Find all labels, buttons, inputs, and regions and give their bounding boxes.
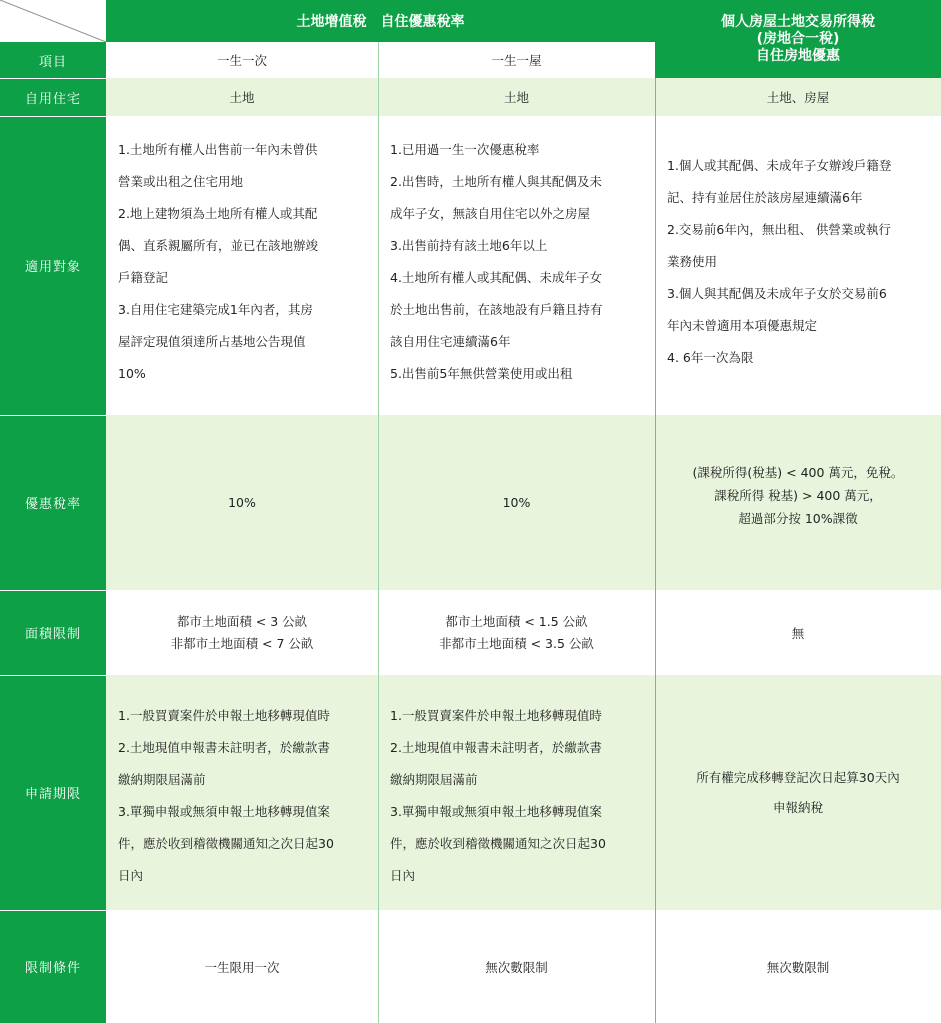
applicable-col4-line: 年內未曾適用本項優惠規定: [667, 318, 818, 333]
deadline-col3-line: 日內: [390, 868, 416, 883]
area-col2-line: 都市土地面積 < 3 公畝: [176, 613, 308, 629]
applicable-col2-line: 戶籍登記: [118, 270, 169, 285]
applicable-col2-line: 3.自用住宅建築完成1年內者，其房: [118, 302, 313, 317]
row-label-deadline: 申請期限: [24, 787, 81, 802]
applicable-col4-line: 4. 6年一次為限: [667, 350, 754, 365]
rate-col4-line: 課稅所得 稅基) > 400 萬元，: [714, 487, 882, 503]
deadline-col4: [655, 675, 941, 910]
row-label-item: 項目: [38, 54, 67, 70]
row-separator: [0, 675, 106, 676]
applicable-col4-line: 業務使用: [667, 254, 718, 269]
deadline-col2: [106, 675, 378, 910]
deadline-col3-line: 2.土地現值申報書未註明者，於繳款書: [390, 740, 602, 755]
rate-col4-line: 超過部分按 10%課徵: [738, 510, 858, 526]
applicable-col3-line: 4.土地所有權人或其配偶、未成年子女: [390, 270, 602, 285]
row-separator: [0, 590, 106, 591]
row-separator: [0, 415, 106, 416]
applicable-col2-line: 1.土地所有權人出售前一年內未曾供: [118, 142, 318, 157]
deadline-col4-line: 申報納稅: [772, 799, 823, 815]
row-separator: [0, 78, 106, 79]
col4-header: [655, 0, 941, 78]
applicable-col2-line: 10%: [118, 366, 146, 381]
item-col3: 一生一屋: [378, 42, 655, 78]
area-col3: [378, 590, 655, 675]
deadline-col3-line: 件，應於收到稽徵機關通知之次日起30: [390, 836, 606, 851]
applicable-col4-line: 3.個人與其配偶及未成年子女於交易前6: [667, 286, 887, 301]
col2-col3-title: 土地增值稅 自住優惠稅率: [296, 14, 465, 30]
rate-col4: [655, 400, 941, 590]
applicable-col2-line: 偶、直系親屬所有，並已在該地辦竣: [118, 238, 319, 253]
applicable-col3-line: 3.出售前持有該土地6年以上: [390, 238, 548, 253]
applicable-col3-line: 1.已用過一生一次優惠稅率: [390, 142, 540, 157]
item-col2: 一生一次: [106, 42, 378, 78]
self-use-col2: 土地: [229, 90, 255, 105]
deadline-col3-line: 3.單獨申報或無須申報土地移轉現值案: [390, 804, 602, 819]
applicable-col3-line: 該自用住宅連續滿6年: [390, 334, 511, 349]
limit-col2: 一生限用一次: [106, 910, 378, 1023]
deadline-col3: [378, 675, 655, 910]
limit-col4: 無次數限制: [655, 910, 941, 1023]
area-col2-line: 非都市土地面積 < 7 公畝: [170, 635, 314, 651]
deadline-col2-line: 3.單獨申報或無須申報土地移轉現值案: [118, 804, 330, 819]
limit-col3: 無次數限制: [378, 910, 655, 1023]
col4-title-line1: 個人房屋土地交易所得稅: [721, 13, 875, 30]
applicable-col3-line: 於土地出售前，在該地設有戶籍且持有: [390, 302, 603, 317]
col4-title-line2: (房地合一稅): [756, 30, 840, 47]
deadline-col2-line: 件，應於收到稽徵機關通知之次日起30: [118, 836, 334, 851]
row-separator: [0, 910, 106, 911]
applicable-col2-line: 2.地上建物須為土地所有權人或其配: [118, 206, 318, 221]
rate-col2: 10%: [228, 495, 256, 510]
applicable-col4: [655, 116, 941, 415]
column-divider: [378, 42, 379, 1023]
self-use-col4: 土地、房屋: [766, 90, 830, 105]
applicable-col4-line: 2.交易前6年內，無出租、 供營業或執行: [667, 222, 891, 237]
deadline-col3-line: 繳納期限屆滿前: [390, 772, 478, 787]
deadline-col2-line: 2.土地現值申報書未註明者，於繳款書: [118, 740, 330, 755]
deadline-col2-line: 1.一般買賣案件於申報土地移轉現值時: [118, 708, 330, 723]
row-label-limit: 限制條件: [24, 961, 81, 976]
applicable-col3-line: 2.出售時，土地所有權人與其配偶及未: [390, 174, 602, 189]
row-label-self-use: 自用住宅: [24, 91, 81, 107]
row-label-applicable: 適用對象: [24, 260, 81, 275]
area-col3-line: 非都市土地面積 < 3.5 公畝: [439, 635, 594, 651]
col2-col3-header: [106, 0, 655, 42]
applicable-col4-line: 記、持有並居住於該房屋連續滿6年: [667, 190, 863, 205]
rate-col3: 10%: [502, 495, 531, 510]
rate-col4-line: (課稅所得(稅基) < 400 萬元，免稅。: [692, 464, 904, 480]
corner-diagonal: [0, 0, 106, 42]
deadline-col2-line: 繳納期限屆滿前: [118, 772, 206, 787]
self-use-col3: 土地: [503, 90, 529, 105]
deadline-col3-line: 1.一般買賣案件於申報土地移轉現值時: [390, 708, 602, 723]
col4-title-line3: 自住房地優惠: [756, 47, 840, 64]
row-label-rate: 優惠稅率: [24, 497, 81, 512]
applicable-col3-line: 5.出售前5年無供營業使用或出租: [390, 366, 573, 381]
area-col3-line: 都市土地面積 < 1.5 公畝: [445, 613, 588, 629]
row-separator: [0, 116, 106, 117]
area-col2: [106, 590, 378, 675]
deadline-col4-line: 所有權完成移轉登記次日起算30天內: [696, 769, 900, 785]
applicable-col2-line: 屋評定現值須達所占基地公告現值: [118, 334, 306, 349]
column-divider: [655, 78, 656, 1023]
applicable-col4-line: 1.個人或其配偶、未成年子女辦竣戶籍登: [667, 158, 892, 173]
applicable-col3: [378, 116, 655, 415]
applicable-col2: [106, 116, 378, 415]
deadline-col2-line: 日內: [118, 868, 144, 883]
applicable-col3-line: 成年子女，無該自用住宅以外之房屋: [390, 206, 591, 221]
row-label-area: 面積限制: [24, 627, 81, 642]
applicable-col2-line: 營業或出租之住宅用地: [118, 174, 244, 189]
area-col4: 無: [655, 590, 941, 675]
